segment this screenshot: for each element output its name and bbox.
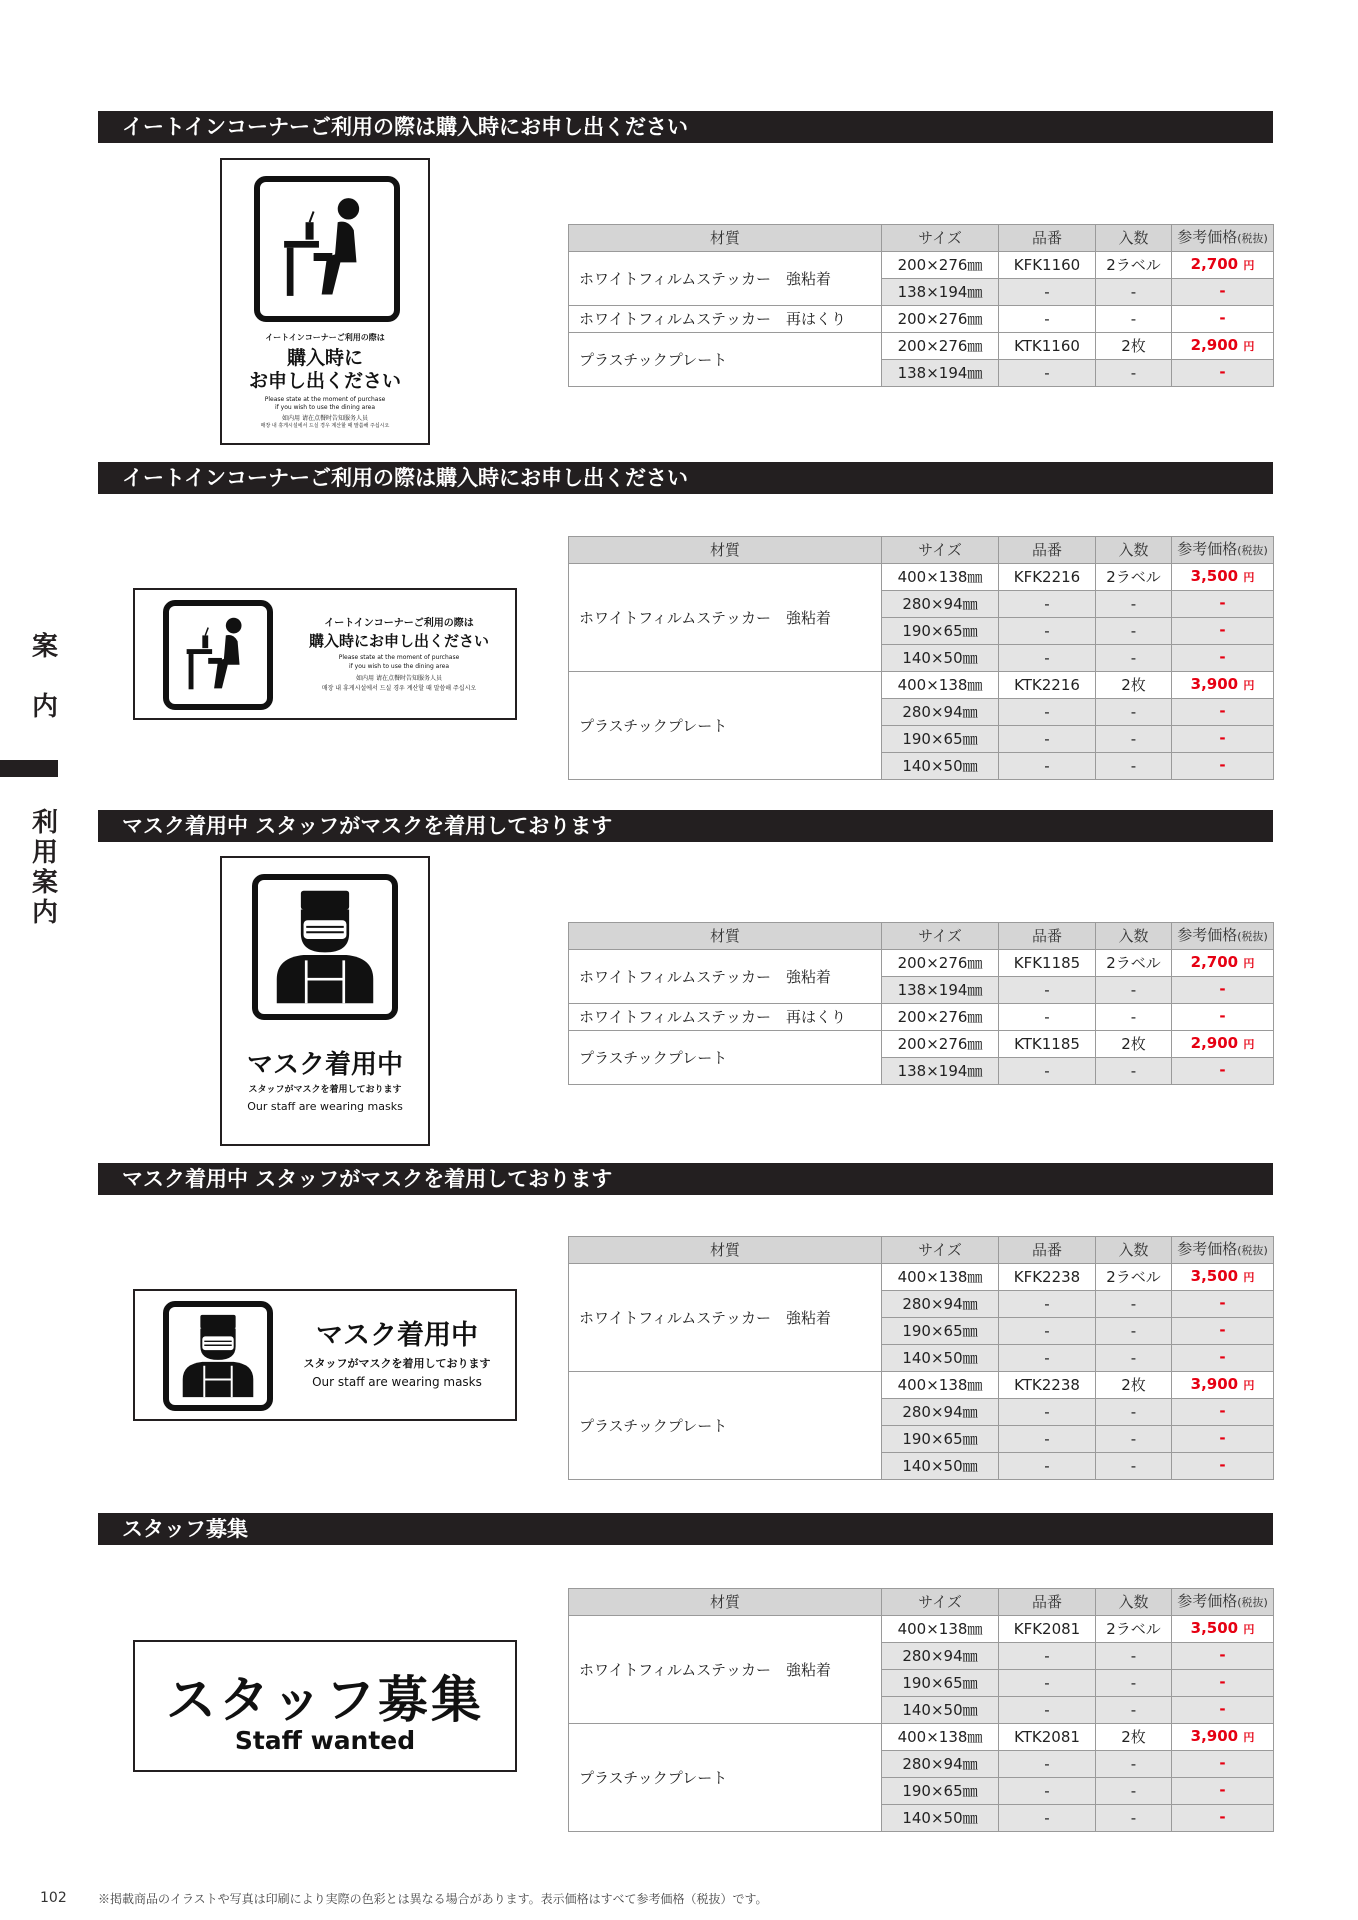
sign-en1: Our staff are wearing masks — [247, 1100, 403, 1113]
spec-table-1 — [568, 224, 1274, 387]
header-material: 材質 — [569, 923, 882, 950]
qty-cell: 2ラベル — [1096, 1264, 1172, 1291]
price-cell: - — [1172, 977, 1274, 1004]
price-cell: - — [1172, 618, 1274, 645]
code-cell: KFK1160 — [999, 252, 1096, 279]
sign-en2: if you wish to use the dining area — [348, 663, 450, 670]
eat-in-pictogram-horizontal — [163, 600, 273, 710]
qty-cell: - — [1096, 1345, 1172, 1372]
price-cell: - — [1172, 1318, 1274, 1345]
code-cell: KTK2238 — [999, 1372, 1096, 1399]
size-cell: 400×138㎜ — [882, 1372, 999, 1399]
sign-en1: Please state at the moment of purchase — [338, 654, 460, 661]
code-cell: KFK2081 — [999, 1616, 1096, 1643]
price-cell: 2,700 円 — [1172, 950, 1274, 977]
qty-cell: 2ラベル — [1096, 950, 1172, 977]
code-cell: KFK2216 — [999, 564, 1096, 591]
material-cell: プラスチックプレート — [569, 1372, 882, 1480]
size-cell: 140×50㎜ — [882, 1453, 999, 1480]
qty-cell: 2枚 — [1096, 333, 1172, 360]
header-code: 品番 — [999, 1237, 1096, 1264]
code-cell: - — [999, 1805, 1096, 1832]
price-cell: - — [1172, 279, 1274, 306]
qty-cell: - — [1096, 618, 1172, 645]
table-row — [569, 950, 1274, 977]
sign-en1: Our staff are wearing masks — [312, 1375, 482, 1389]
table-row — [569, 1616, 1274, 1643]
section-title-1: イートインコーナーご利用の際は購入時にお申し出ください — [98, 111, 1273, 143]
header-price: 参考価格(税抜) — [1172, 225, 1274, 252]
code-cell: - — [999, 1453, 1096, 1480]
price-cell: 2,900 円 — [1172, 333, 1274, 360]
code-cell: - — [999, 1399, 1096, 1426]
header-price: 参考価格(税抜) — [1172, 1589, 1274, 1616]
table-row — [569, 1264, 1274, 1291]
size-cell: 400×138㎜ — [882, 1724, 999, 1751]
code-cell: - — [999, 1345, 1096, 1372]
code-cell: KFK1185 — [999, 950, 1096, 977]
section-title-3: マスク着用中 スタッフがマスクを着用しております — [98, 810, 1273, 842]
size-cell: 190×65㎜ — [882, 1426, 999, 1453]
size-cell: 200×276㎜ — [882, 1031, 999, 1058]
header-code: 品番 — [999, 1589, 1096, 1616]
header-code: 品番 — [999, 537, 1096, 564]
sign-zh: 如内用 请在点餐时告知服务人员 — [356, 675, 442, 682]
product-sign-mask-vertical — [220, 856, 430, 1146]
material-cell: ホワイトフィルムステッカー 強粘着 — [569, 564, 882, 672]
header-material: 材質 — [569, 537, 882, 564]
header-qty: 入数 — [1096, 1237, 1172, 1264]
sign-line1: スタッフ募集 — [166, 1671, 484, 1729]
table-row — [569, 333, 1274, 360]
size-cell: 280×94㎜ — [882, 591, 999, 618]
header-size: サイズ — [882, 1589, 999, 1616]
header-size: サイズ — [882, 1237, 999, 1264]
price-cell: - — [1172, 1751, 1274, 1778]
sign-en1: Staff wanted — [234, 1726, 416, 1755]
size-cell: 200×276㎜ — [882, 950, 999, 977]
qty-cell: - — [1096, 1453, 1172, 1480]
price-cell: 2,700 円 — [1172, 252, 1274, 279]
size-cell: 200×276㎜ — [882, 306, 999, 333]
sign-line1: イートインコーナーご利用の際は — [324, 618, 474, 629]
table-header-row — [569, 537, 1274, 564]
sign-ko: 매장 내 휴게시설에서 드실 경우 계산할 때 말씀해 주십시오 — [260, 423, 390, 429]
price-cell: - — [1172, 1805, 1274, 1832]
material-cell: プラスチックプレート — [569, 672, 882, 780]
qty-cell: - — [1096, 1426, 1172, 1453]
price-cell: - — [1172, 645, 1274, 672]
code-cell: - — [999, 1697, 1096, 1724]
code-cell: - — [999, 1318, 1096, 1345]
material-cell: ホワイトフィルムステッカー 再はくり — [569, 306, 882, 333]
qty-cell: 2ラベル — [1096, 252, 1172, 279]
sign-line1: マスク着用中 — [316, 1320, 478, 1351]
eat-in-pictogram — [254, 176, 400, 322]
header-material: 材質 — [569, 1237, 882, 1264]
price-cell: - — [1172, 1778, 1274, 1805]
qty-cell: - — [1096, 645, 1172, 672]
product-sign-eat-in-vertical — [220, 158, 430, 445]
header-size: サイズ — [882, 923, 999, 950]
price-cell: - — [1172, 591, 1274, 618]
size-cell: 400×138㎜ — [882, 564, 999, 591]
size-cell: 280×94㎜ — [882, 699, 999, 726]
side-index-top-char-1: 案 — [31, 632, 58, 662]
size-cell: 200×276㎜ — [882, 1004, 999, 1031]
sign-en1: Please state at the moment of purchase — [264, 396, 386, 403]
qty-cell: 2枚 — [1096, 1372, 1172, 1399]
sign-line2: スタッフがマスクを着用しております — [248, 1085, 402, 1095]
header-code: 品番 — [999, 923, 1096, 950]
section-title-5: スタッフ募集 — [98, 1513, 1273, 1545]
qty-cell: 2枚 — [1096, 1031, 1172, 1058]
staff-wearing-mask-icon — [169, 1307, 267, 1405]
price-cell: - — [1172, 1670, 1274, 1697]
material-cell: プラスチックプレート — [569, 1724, 882, 1832]
sign-line2: スタッフがマスクを着用しております — [303, 1357, 491, 1370]
qty-cell: - — [1096, 699, 1172, 726]
price-cell: 3,900 円 — [1172, 672, 1274, 699]
code-cell: KTK2081 — [999, 1724, 1096, 1751]
table-row — [569, 672, 1274, 699]
price-cell: - — [1172, 306, 1274, 333]
size-cell: 140×50㎜ — [882, 645, 999, 672]
table-row — [569, 1004, 1274, 1031]
code-cell: - — [999, 279, 1096, 306]
qty-cell: - — [1096, 1004, 1172, 1031]
price-cell: 2,900 円 — [1172, 1031, 1274, 1058]
material-cell: ホワイトフィルムステッカー 強粘着 — [569, 252, 882, 306]
code-cell: - — [999, 1778, 1096, 1805]
qty-cell: 2ラベル — [1096, 1616, 1172, 1643]
price-cell: 3,500 円 — [1172, 564, 1274, 591]
qty-cell: - — [1096, 591, 1172, 618]
code-cell: - — [999, 1004, 1096, 1031]
qty-cell: - — [1096, 726, 1172, 753]
qty-cell: - — [1096, 1058, 1172, 1085]
code-cell: - — [999, 360, 1096, 387]
price-cell: - — [1172, 1058, 1274, 1085]
price-cell: 3,500 円 — [1172, 1264, 1274, 1291]
code-cell: - — [999, 1643, 1096, 1670]
table-header-row — [569, 1589, 1274, 1616]
material-cell: ホワイトフィルムステッカー 強粘着 — [569, 1616, 882, 1724]
sign-line2: 購入時に — [286, 347, 363, 369]
qty-cell: - — [1096, 1399, 1172, 1426]
page-number: 102 — [40, 1890, 67, 1906]
qty-cell: - — [1096, 1697, 1172, 1724]
table-header-row — [569, 1237, 1274, 1264]
qty-cell: - — [1096, 1643, 1172, 1670]
size-cell: 140×50㎜ — [882, 1697, 999, 1724]
mask-pictogram-horizontal — [163, 1301, 273, 1411]
sign-line3: お申し出ください — [248, 370, 401, 392]
price-cell: - — [1172, 1399, 1274, 1426]
table-row — [569, 252, 1274, 279]
table-header-row — [569, 225, 1274, 252]
size-cell: 280×94㎜ — [882, 1291, 999, 1318]
section-title-4: マスク着用中 スタッフがマスクを着用しております — [98, 1163, 1273, 1195]
code-cell: - — [999, 1058, 1096, 1085]
sign-line1: イートインコーナーご利用の際は — [265, 333, 385, 342]
size-cell: 190×65㎜ — [882, 1670, 999, 1697]
table-row — [569, 1724, 1274, 1751]
price-cell: - — [1172, 1453, 1274, 1480]
qty-cell: - — [1096, 1751, 1172, 1778]
price-cell: - — [1172, 1004, 1274, 1031]
header-material: 材質 — [569, 1589, 882, 1616]
section-title-2: イートインコーナーご利用の際は購入時にお申し出ください — [98, 462, 1273, 494]
code-cell: - — [999, 1751, 1096, 1778]
qty-cell: 2枚 — [1096, 1724, 1172, 1751]
qty-cell: 2枚 — [1096, 672, 1172, 699]
qty-cell: - — [1096, 279, 1172, 306]
person-seated-at-table-icon — [169, 606, 267, 704]
qty-cell: - — [1096, 1805, 1172, 1832]
header-qty: 入数 — [1096, 537, 1172, 564]
header-qty: 入数 — [1096, 1589, 1172, 1616]
size-cell: 138×194㎜ — [882, 360, 999, 387]
table-row — [569, 1372, 1274, 1399]
code-cell: - — [999, 977, 1096, 1004]
header-material: 材質 — [569, 225, 882, 252]
size-cell: 140×50㎜ — [882, 1345, 999, 1372]
price-cell: - — [1172, 360, 1274, 387]
qty-cell: - — [1096, 1670, 1172, 1697]
code-cell: KTK2216 — [999, 672, 1096, 699]
spec-table-5 — [568, 1588, 1274, 1832]
code-cell: - — [999, 699, 1096, 726]
price-cell: 3,900 円 — [1172, 1372, 1274, 1399]
price-cell: - — [1172, 699, 1274, 726]
product-sign-eat-in-horizontal — [133, 588, 517, 720]
qty-cell: - — [1096, 1778, 1172, 1805]
size-cell: 280×94㎜ — [882, 1399, 999, 1426]
price-cell: - — [1172, 753, 1274, 780]
size-cell: 138×194㎜ — [882, 1058, 999, 1085]
code-cell: - — [999, 1670, 1096, 1697]
mask-pictogram — [252, 874, 398, 1020]
person-seated-at-table-icon — [260, 182, 394, 316]
material-cell: ホワイトフィルムステッカー 再はくり — [569, 1004, 882, 1031]
size-cell: 200×276㎜ — [882, 333, 999, 360]
sign-line1: マスク着用中 — [246, 1050, 403, 1080]
qty-cell: - — [1096, 1291, 1172, 1318]
header-qty: 入数 — [1096, 225, 1172, 252]
spec-table-3 — [568, 922, 1274, 1085]
qty-cell: - — [1096, 753, 1172, 780]
price-cell: 3,900 円 — [1172, 1724, 1274, 1751]
spec-table-2 — [568, 536, 1274, 780]
sign-ko: 매장 내 휴게시설에서 드실 경우 계산할 때 말씀해 주십시오 — [321, 685, 477, 692]
code-cell: - — [999, 726, 1096, 753]
sign-zh: 如内用 请在点餐时告知服务人员 — [282, 415, 368, 422]
qty-cell: - — [1096, 1318, 1172, 1345]
qty-cell: - — [1096, 306, 1172, 333]
material-cell: ホワイトフィルムステッカー 強粘着 — [569, 1264, 882, 1372]
code-cell: KTK1185 — [999, 1031, 1096, 1058]
side-index-bar — [0, 760, 58, 777]
size-cell: 400×138㎜ — [882, 1616, 999, 1643]
price-cell: 3,500 円 — [1172, 1616, 1274, 1643]
size-cell: 190×65㎜ — [882, 1318, 999, 1345]
material-cell: プラスチックプレート — [569, 333, 882, 387]
code-cell: - — [999, 1426, 1096, 1453]
price-cell: - — [1172, 1643, 1274, 1670]
header-size: サイズ — [882, 537, 999, 564]
price-cell: - — [1172, 1345, 1274, 1372]
spec-table-4 — [568, 1236, 1274, 1480]
material-cell: プラスチックプレート — [569, 1031, 882, 1085]
table-row — [569, 306, 1274, 333]
code-cell: - — [999, 618, 1096, 645]
table-header-row — [569, 923, 1274, 950]
size-cell: 190×65㎜ — [882, 618, 999, 645]
price-cell: - — [1172, 1697, 1274, 1724]
table-row — [569, 1031, 1274, 1058]
price-cell: - — [1172, 726, 1274, 753]
side-index-bottom: 利 用 案 内 — [31, 808, 58, 928]
size-cell: 200×276㎜ — [882, 252, 999, 279]
code-cell: - — [999, 306, 1096, 333]
header-price: 参考価格(税抜) — [1172, 537, 1274, 564]
qty-cell: 2ラベル — [1096, 564, 1172, 591]
header-price: 参考価格(税抜) — [1172, 1237, 1274, 1264]
size-cell: 138×194㎜ — [882, 977, 999, 1004]
header-code: 品番 — [999, 225, 1096, 252]
code-cell: - — [999, 753, 1096, 780]
size-cell: 140×50㎜ — [882, 1805, 999, 1832]
sign-line2: 購入時にお申し出ください — [308, 632, 489, 650]
product-sign-mask-horizontal — [133, 1289, 517, 1421]
header-qty: 入数 — [1096, 923, 1172, 950]
side-index-top-char-2: 内 — [31, 692, 58, 722]
size-cell: 400×138㎜ — [882, 1264, 999, 1291]
size-cell: 280×94㎜ — [882, 1643, 999, 1670]
product-sign-staff-wanted — [133, 1640, 517, 1772]
table-row — [569, 564, 1274, 591]
price-cell: - — [1172, 1291, 1274, 1318]
qty-cell: - — [1096, 360, 1172, 387]
code-cell: - — [999, 591, 1096, 618]
material-cell: ホワイトフィルムステッカー 強粘着 — [569, 950, 882, 1004]
code-cell: - — [999, 645, 1096, 672]
header-price: 参考価格(税抜) — [1172, 923, 1274, 950]
sign-en2: if you wish to use the dining area — [274, 404, 376, 411]
size-cell: 280×94㎜ — [882, 1751, 999, 1778]
staff-wearing-mask-icon — [258, 880, 392, 1014]
size-cell: 190×65㎜ — [882, 726, 999, 753]
code-cell: - — [999, 1291, 1096, 1318]
code-cell: KTK1160 — [999, 333, 1096, 360]
price-cell: - — [1172, 1426, 1274, 1453]
size-cell: 190×65㎜ — [882, 1778, 999, 1805]
side-index-top — [28, 632, 62, 722]
code-cell: KFK2238 — [999, 1264, 1096, 1291]
size-cell: 138×194㎜ — [882, 279, 999, 306]
footnote: ※掲載商品のイラストや写真は印刷により実際の色彩とは異なる場合があります。表示価格はすべて参考価格（税抜）です。 — [98, 1892, 768, 1906]
size-cell: 140×50㎜ — [882, 753, 999, 780]
qty-cell: - — [1096, 977, 1172, 1004]
header-size: サイズ — [882, 225, 999, 252]
size-cell: 400×138㎜ — [882, 672, 999, 699]
